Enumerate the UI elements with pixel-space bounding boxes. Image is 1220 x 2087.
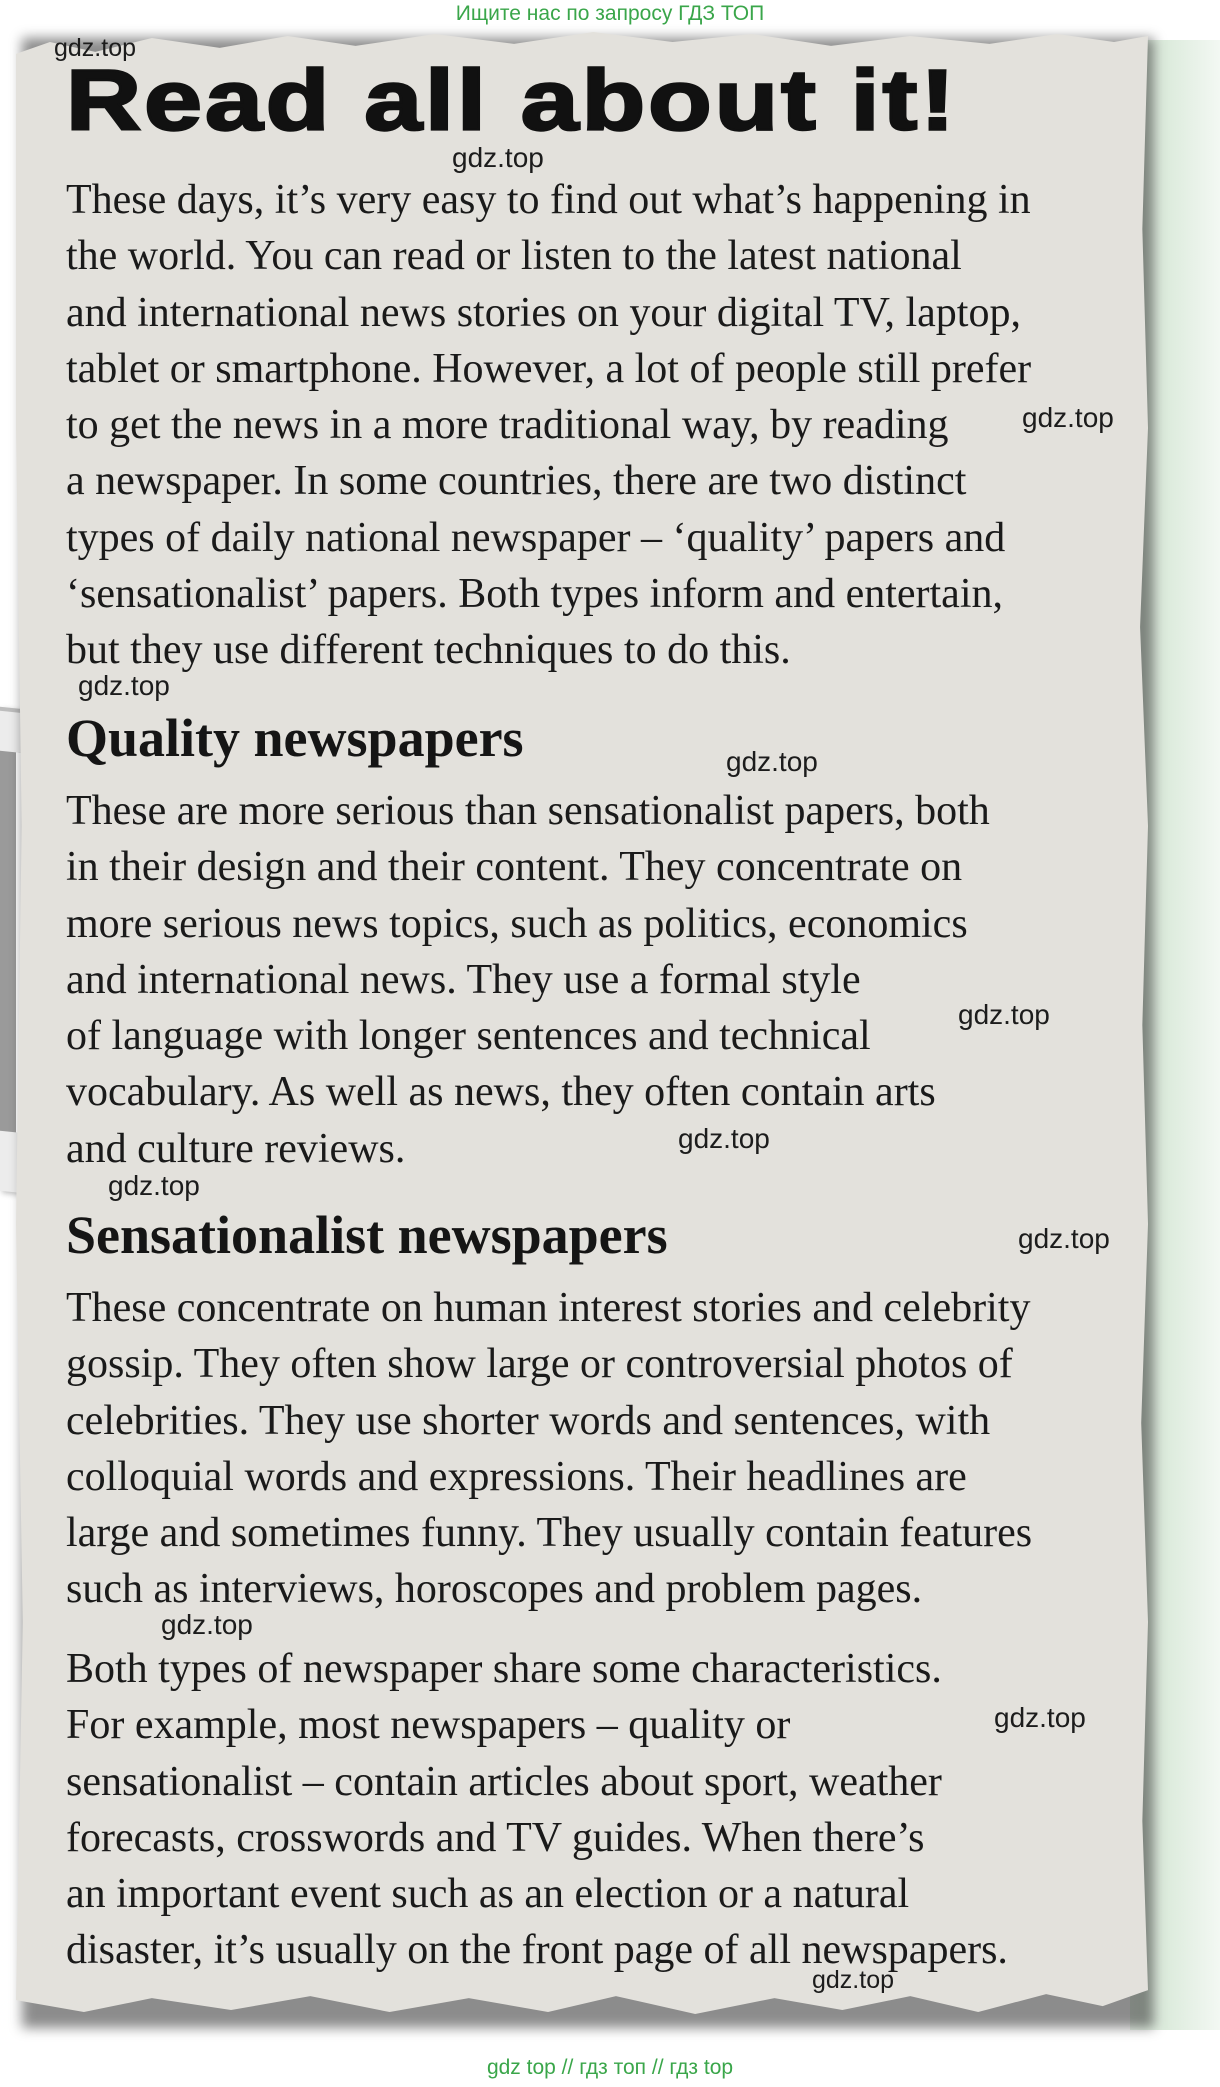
footer-link-gdz-top[interactable]: gdz top: [486, 2056, 556, 2079]
watermark: gdz.top: [54, 34, 137, 62]
text-line: vocabulary. As well as news, they often contain arts: [66, 1069, 936, 1116]
text-line: but they use different techniques to do this.: [66, 627, 791, 674]
footer-link-gdz-top-ru[interactable]: гдз топ: [579, 2056, 647, 2079]
text-line: and international news. They use a formal style: [66, 956, 861, 1003]
text-line: gossip. They often show large or controversial photos of: [66, 1341, 1013, 1388]
closing-paragraph: [66, 1641, 1116, 1979]
text-line: the world. You can read or listen to the latest national: [66, 233, 962, 280]
watermark: gdz.top: [726, 746, 818, 777]
watermark: gdz.top: [78, 670, 170, 701]
text-line: and culture reviews.: [66, 1125, 406, 1172]
watermark: gdz.top: [1022, 402, 1114, 433]
text-line: and international news stories on your digital TV, laptop,: [66, 289, 1021, 336]
text-line: These are more serious than sensationalist papers, both: [66, 788, 990, 834]
article-headline: Read all about it!: [66, 53, 958, 149]
text-line: For example, most newspapers – quality or: [66, 1702, 791, 1749]
text-line: large and sometimes funny. They usually contain features: [66, 1510, 1033, 1557]
quality-heading: Quality newspapers: [66, 708, 524, 768]
text-line: Both types of newspaper share some characteristics.: [66, 1646, 942, 1692]
text-line: These concentrate on human interest stories and celebrity: [66, 1285, 1031, 1331]
footer-separator: //: [561, 2056, 574, 2079]
watermark: gdz.top: [678, 1123, 770, 1154]
text-line: ‘sensationalist’ papers. Both types inform and entertain,: [66, 571, 1003, 618]
text-line: forecasts, crosswords and TV guides. When there’s: [66, 1814, 925, 1861]
watermark: gdz.top: [994, 1702, 1086, 1733]
text-line: of language with longer sentences and technical: [66, 1013, 871, 1060]
footer-link-gdz-top-mixed[interactable]: гдз top: [669, 2056, 734, 2079]
text-line: in their design and their content. They concentrate on: [66, 844, 963, 891]
text-line: to get the news in a more traditional way, by reading: [66, 402, 949, 449]
watermark: gdz.top: [108, 1170, 200, 1201]
intro-paragraph: [66, 172, 1116, 679]
sensationalist-paragraph: [66, 1280, 1116, 1618]
sensationalist-heading: Sensationalist newspapers: [66, 1205, 668, 1265]
watermark: gdz.top: [958, 999, 1050, 1030]
text-line: types of daily national newspaper – ‘quality’ papers and: [66, 514, 1006, 561]
text-line: colloquial words and expressions. Their headlines are: [66, 1453, 967, 1500]
text-line: more serious news topics, such as politics, economics: [66, 900, 968, 947]
watermark: gdz.top: [812, 1966, 895, 1994]
text-line: a newspaper. In some countries, there are two distinct: [66, 458, 967, 505]
text-line: an important event such as an election or a natural: [66, 1871, 910, 1918]
watermark: gdz.top: [161, 1609, 253, 1640]
top-banner[interactable]: Ищите нас по запросу ГДЗ ТОП: [455, 2, 765, 25]
text-line: tablet or smartphone. However, a lot of people still prefer: [66, 345, 1032, 392]
quality-paragraph: [66, 783, 1116, 1177]
text-line: celebrities. They use shorter words and sentences, with: [66, 1397, 991, 1444]
text-line: These days, it’s very easy to find out what’s happening in: [66, 177, 1031, 223]
bottom-banner: [0, 2053, 1220, 2083]
footer-separator: //: [651, 2056, 664, 2079]
text-line: such as interviews, horoscopes and problem pages.: [66, 1566, 923, 1613]
watermark: gdz.top: [1018, 1223, 1110, 1254]
watermark: gdz.top: [452, 142, 544, 173]
text-line: sensationalist – contain articles about sport, weather: [66, 1758, 942, 1805]
text-line: disaster, it’s usually on the front page of all newspapers.: [66, 1927, 1008, 1974]
